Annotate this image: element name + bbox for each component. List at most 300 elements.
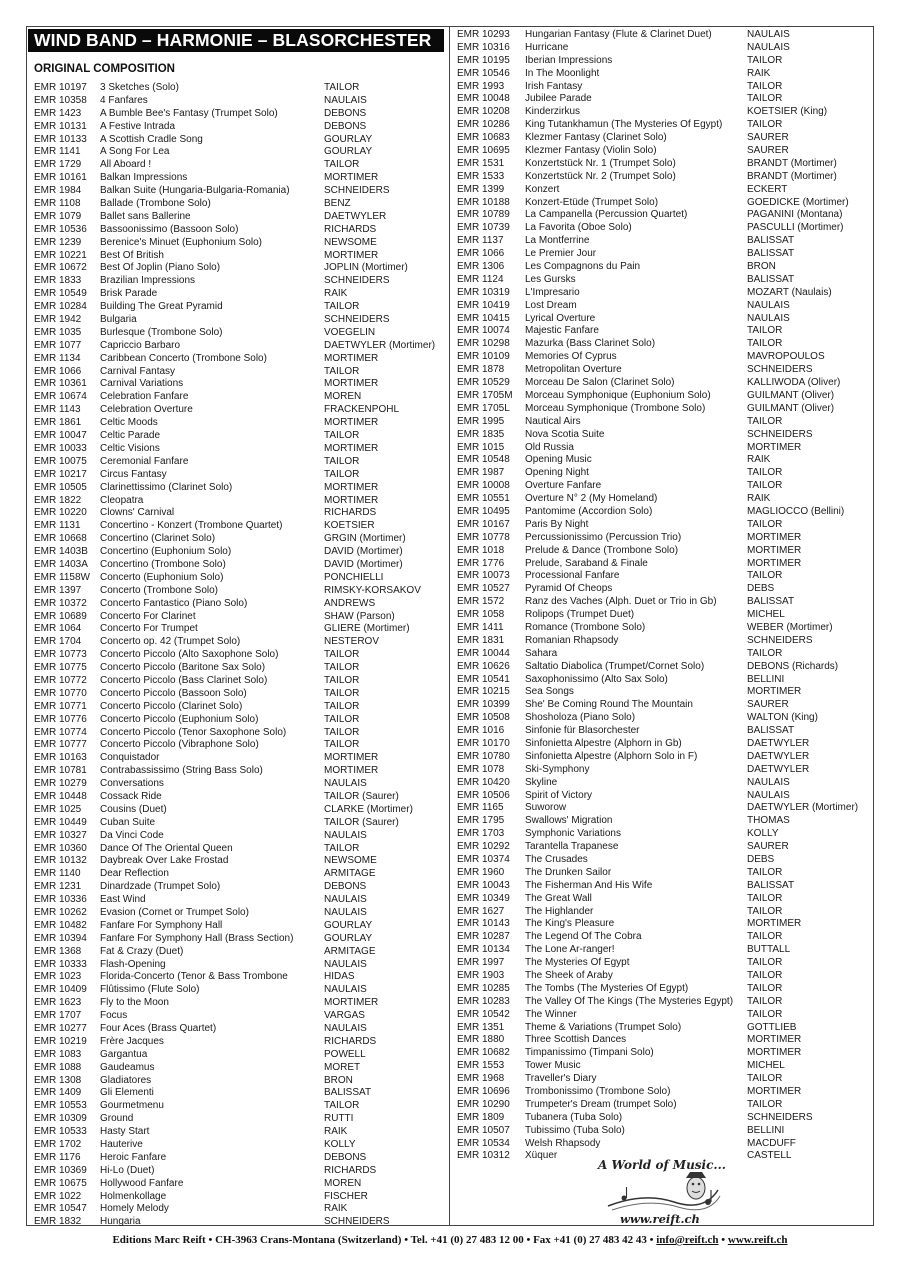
catalog-row bbox=[34, 1203, 444, 1216]
catalog-row bbox=[34, 623, 444, 636]
catalog-row bbox=[457, 777, 869, 790]
composer: TAILOR bbox=[747, 931, 783, 943]
catalog-row bbox=[457, 931, 869, 944]
catalog-code: EMR 1231 bbox=[34, 881, 82, 893]
catalog-row bbox=[34, 1100, 444, 1113]
catalog-code: EMR 1131 bbox=[34, 520, 81, 532]
composer: SHAW (Parson) bbox=[324, 610, 395, 622]
work-title: A Festive Intrada bbox=[100, 120, 176, 132]
catalog-row bbox=[34, 108, 444, 121]
catalog-row bbox=[457, 158, 869, 171]
composer: RIMSKY-KORSAKOV bbox=[324, 584, 421, 596]
composer: TAILOR bbox=[747, 325, 783, 337]
catalog-code: EMR 1140 bbox=[34, 868, 81, 880]
catalog-row bbox=[34, 82, 444, 95]
composer: MORTIMER bbox=[747, 531, 802, 543]
composer: TAILOR bbox=[324, 726, 360, 738]
work-title: Hungarian Fantasy (Flute & Clarinet Duet) bbox=[525, 29, 712, 40]
composer: RAIK bbox=[324, 1203, 348, 1215]
catalog-code: EMR 10777 bbox=[34, 739, 87, 751]
work-title: Gourmetmenu bbox=[100, 1100, 164, 1112]
catalog-code: EMR 1165 bbox=[457, 802, 504, 814]
composer: ARMITAGE bbox=[324, 868, 376, 880]
work-title: Concertino (Trombone Solo) bbox=[100, 558, 226, 570]
catalog-code: EMR 10262 bbox=[34, 907, 87, 918]
work-title: Tower Music bbox=[525, 1060, 581, 1072]
work-title: Gladiatores bbox=[100, 1074, 152, 1086]
composer: BALISSAT bbox=[747, 725, 795, 737]
catalog-row bbox=[457, 81, 869, 94]
work-title: Concerto (Euphonium Solo) bbox=[100, 571, 224, 583]
catalog-code: EMR 10143 bbox=[457, 918, 510, 930]
catalog-code: EMR 1409 bbox=[34, 1087, 82, 1099]
catalog-code: EMR 1035 bbox=[34, 326, 82, 338]
work-title: Dinardzade (Trumpet Solo) bbox=[100, 881, 221, 893]
catalog-row bbox=[457, 1099, 869, 1112]
composer: BELLINI bbox=[747, 673, 785, 685]
catalog-row bbox=[34, 1010, 444, 1023]
catalog-code: EMR 10219 bbox=[34, 1035, 87, 1047]
work-title: La Favorita (Oboe Solo) bbox=[525, 222, 632, 234]
catalog-row bbox=[34, 907, 444, 920]
catalog-row bbox=[457, 300, 869, 313]
work-title: Welsh Rhapsody bbox=[525, 1137, 601, 1149]
catalog-code: EMR 10420 bbox=[457, 776, 510, 788]
reift-logo bbox=[598, 1158, 728, 1228]
work-title: A Song For Lea bbox=[100, 146, 170, 158]
catalog-code: EMR 1572 bbox=[457, 596, 505, 608]
catalog-code: EMR 10527 bbox=[457, 583, 510, 595]
catalog-row bbox=[457, 454, 869, 467]
work-title: Concerto Piccolo (Bassoon Solo) bbox=[100, 687, 247, 699]
work-title: Les Compagnons du Pain bbox=[525, 261, 641, 273]
catalog-code: EMR 10780 bbox=[457, 750, 510, 762]
catalog-row bbox=[34, 714, 444, 727]
catalog-row bbox=[457, 325, 869, 338]
composer: MAVROPOULOS bbox=[747, 351, 825, 363]
composer: NAULAIS bbox=[747, 789, 790, 801]
composer: FISCHER bbox=[324, 1190, 368, 1202]
catalog-row bbox=[457, 802, 869, 815]
composer: MORET bbox=[324, 1061, 361, 1073]
work-title: Overture Fanfare bbox=[525, 480, 602, 492]
work-title: Concerto Piccolo (Alto Saxophone Solo) bbox=[100, 649, 279, 661]
work-title: Tubanera (Tuba Solo) bbox=[525, 1111, 623, 1123]
composer: RICHARDS bbox=[324, 1164, 377, 1176]
catalog-code: EMR 10327 bbox=[34, 829, 87, 841]
composer: FRACKENPOHL bbox=[324, 404, 400, 416]
work-title: Frère Jacques bbox=[100, 1035, 164, 1047]
work-title: Celebration Fanfare bbox=[100, 391, 189, 403]
catalog-row bbox=[34, 791, 444, 804]
catalog-code: EMR 10506 bbox=[457, 789, 510, 801]
composer: MORTIMER bbox=[747, 441, 802, 453]
catalog-code: EMR 10372 bbox=[34, 597, 87, 609]
work-title: Best Of British bbox=[100, 249, 164, 261]
composer: SCHNEIDERS bbox=[747, 428, 813, 440]
composer: DEBONS (Richards) bbox=[747, 660, 839, 672]
catalog-row bbox=[457, 1022, 869, 1035]
work-title: Morceau De Salon (Clarinet Solo) bbox=[525, 377, 675, 389]
catalog-row bbox=[34, 752, 444, 765]
catalog-row bbox=[457, 1060, 869, 1073]
work-title: Timpanissimo (Timpani Solo) bbox=[525, 1047, 654, 1059]
work-title: Hollywood Fanfare bbox=[100, 1177, 184, 1189]
composer: ANDREWS bbox=[324, 597, 376, 609]
composer: TAILOR bbox=[324, 739, 360, 751]
composer: PONCHIELLI bbox=[324, 571, 384, 583]
catalog-row bbox=[457, 416, 869, 429]
work-title: Hauterive bbox=[100, 1139, 143, 1151]
catalog-code: EMR 10534 bbox=[457, 1137, 510, 1149]
catalog-row bbox=[457, 570, 869, 583]
catalog-code: EMR 10285 bbox=[457, 982, 510, 994]
work-title: Conversations bbox=[100, 778, 164, 790]
work-title: Opening Music bbox=[525, 454, 592, 466]
catalog-code: EMR 10316 bbox=[457, 41, 510, 53]
work-title: Building The Great Pyramid bbox=[100, 301, 223, 313]
catalog-code: EMR 10399 bbox=[457, 699, 510, 711]
composer: DAETWYLER bbox=[747, 737, 810, 749]
catalog-code: EMR 1861 bbox=[34, 417, 82, 429]
catalog-code: EMR 10215 bbox=[457, 686, 510, 698]
catalog-row bbox=[34, 95, 444, 108]
work-title: La Montferrine bbox=[525, 235, 590, 247]
catalog-code: EMR 10360 bbox=[34, 842, 87, 854]
catalog-code: EMR 10161 bbox=[34, 172, 87, 184]
work-title: Holmenkollage bbox=[100, 1190, 167, 1202]
catalog-row bbox=[34, 778, 444, 791]
catalog-code: EMR 10208 bbox=[457, 106, 510, 118]
composer: TAILOR bbox=[747, 80, 783, 92]
catalog-row bbox=[457, 1073, 869, 1086]
footer-email-link[interactable]: info@reift.ch bbox=[656, 1234, 719, 1246]
work-title: Dance Of The Oriental Queen bbox=[100, 842, 233, 854]
work-title: Concerto (Trombone Solo) bbox=[100, 584, 219, 596]
catalog-row bbox=[34, 211, 444, 224]
composer: NAULAIS bbox=[324, 907, 367, 918]
catalog-row bbox=[457, 1047, 869, 1060]
catalog-code: EMR 10220 bbox=[34, 507, 87, 519]
composer: MORTIMER bbox=[324, 172, 379, 184]
work-title: Concerto Piccolo (Clarinet Solo) bbox=[100, 700, 243, 712]
catalog-row bbox=[34, 301, 444, 314]
catalog-row bbox=[457, 1034, 869, 1047]
composer: BALISSAT bbox=[324, 1087, 372, 1099]
composer: MORTIMER bbox=[324, 494, 379, 506]
work-title: Les Gursks bbox=[525, 273, 576, 285]
catalog-code: EMR 10542 bbox=[457, 1008, 510, 1020]
catalog-row bbox=[34, 1216, 444, 1229]
work-title: Celebration Overture bbox=[100, 404, 193, 416]
catalog-code: EMR 10683 bbox=[457, 132, 510, 144]
catalog-row bbox=[34, 933, 444, 946]
catalog-code: EMR 10286 bbox=[457, 119, 510, 131]
catalog-code: EMR 10394 bbox=[34, 932, 87, 944]
work-title: Saltatio Diabolica (Trumpet/Cornet Solo) bbox=[525, 660, 705, 672]
work-title: The Great Wall bbox=[525, 892, 592, 904]
composer: TAILOR bbox=[324, 649, 360, 661]
composer: TAILOR bbox=[747, 866, 783, 878]
footer-address: Editions Marc Reift • CH-3963 Crans-Montana (Switzerland) • Tel. +41 (0) 27 483 12 00 • Fax +41 (0) 27 483 42 43 • bbox=[112, 1234, 654, 1246]
catalog-code: EMR 1835 bbox=[457, 428, 505, 440]
work-title: Concertino (Clarinet Solo) bbox=[100, 533, 216, 545]
composer: TAILOR bbox=[747, 982, 783, 994]
composer: NAULAIS bbox=[324, 1023, 367, 1035]
catalog-row bbox=[34, 1036, 444, 1049]
work-title: East Wind bbox=[100, 894, 146, 906]
catalog-row bbox=[34, 185, 444, 198]
catalog-row bbox=[34, 894, 444, 907]
composer: MORTIMER bbox=[324, 752, 379, 764]
catalog-code: EMR 10682 bbox=[457, 1047, 510, 1059]
logo-url: www.reift.ch bbox=[620, 1212, 700, 1226]
composer: NAULAIS bbox=[324, 984, 367, 996]
catalog-row bbox=[34, 817, 444, 830]
catalog-row bbox=[457, 674, 869, 687]
catalog-row bbox=[34, 804, 444, 817]
catalog-row bbox=[457, 338, 869, 351]
work-title: Dear Reflection bbox=[100, 868, 169, 880]
work-title: Gaudeamus bbox=[100, 1061, 155, 1073]
catalog-row bbox=[34, 533, 444, 546]
composer: TAILOR (Saurer) bbox=[324, 816, 399, 828]
catalog-row bbox=[34, 172, 444, 185]
work-title: Carnival Fantasy bbox=[100, 365, 176, 377]
catalog-row bbox=[34, 946, 444, 959]
work-title: Lyrical Overture bbox=[525, 312, 596, 324]
catalog-code: EMR 10109 bbox=[457, 351, 510, 363]
composer: TAILOR bbox=[324, 1100, 360, 1112]
catalog-row bbox=[34, 830, 444, 843]
catalog-code: EMR 1942 bbox=[34, 314, 82, 326]
work-title: Romanian Rhapsody bbox=[525, 634, 619, 646]
composer: TAILOR bbox=[747, 995, 783, 1007]
composer: DEBS bbox=[747, 854, 775, 865]
work-title: Jubilee Parade bbox=[525, 93, 592, 105]
catalog-row bbox=[34, 456, 444, 469]
catalog-row bbox=[34, 598, 444, 611]
catalog-row bbox=[457, 944, 869, 957]
composer: WALTON (King) bbox=[747, 712, 818, 724]
catalog-row bbox=[457, 828, 869, 841]
work-title: The Mysteries Of Egypt bbox=[525, 957, 630, 969]
catalog-code: EMR 10277 bbox=[34, 1023, 87, 1035]
catalog-row bbox=[457, 68, 869, 81]
work-title: Celtic Moods bbox=[100, 417, 158, 429]
catalog-row bbox=[457, 635, 869, 648]
catalog-code: EMR 1108 bbox=[34, 198, 81, 210]
catalog-code: EMR 10449 bbox=[34, 816, 87, 828]
footer-website-link[interactable]: www.reift.ch bbox=[727, 1234, 788, 1246]
work-title: Majestic Fanfare bbox=[525, 325, 599, 337]
catalog-code: EMR 1022 bbox=[34, 1190, 82, 1202]
composer: GUILMANT (Oliver) bbox=[747, 389, 835, 401]
catalog-row bbox=[34, 868, 444, 881]
work-title: Fly to the Moon bbox=[100, 997, 169, 1009]
catalog-code: EMR 10529 bbox=[457, 377, 510, 389]
work-title: In The Moonlight bbox=[525, 67, 600, 79]
catalog-code: EMR 1368 bbox=[34, 945, 82, 957]
catalog-row bbox=[34, 366, 444, 379]
catalog-row bbox=[457, 248, 869, 261]
catalog-code: EMR 1058 bbox=[457, 609, 505, 621]
catalog-code: EMR 1079 bbox=[34, 210, 82, 222]
catalog-code: EMR 10482 bbox=[34, 919, 87, 931]
catalog-row bbox=[457, 622, 869, 635]
catalog-row bbox=[34, 1062, 444, 1075]
catalog-row bbox=[34, 275, 444, 288]
catalog-code: EMR 10374 bbox=[457, 854, 510, 865]
composer: BUTTALL bbox=[747, 944, 791, 956]
composer: MORTIMER bbox=[324, 352, 379, 364]
catalog-code: EMR 10739 bbox=[457, 222, 510, 234]
work-title: Clarinettissimo (Clarinet Solo) bbox=[100, 481, 233, 493]
work-title: Conquistador bbox=[100, 752, 160, 764]
composer: NAULAIS bbox=[747, 299, 790, 311]
composer: TAILOR bbox=[324, 842, 360, 854]
catalog-row bbox=[457, 209, 869, 222]
catalog-code: EMR 10349 bbox=[457, 892, 510, 904]
catalog-code: EMR 10132 bbox=[34, 855, 87, 867]
catalog-row bbox=[457, 222, 869, 235]
work-title: The Fisherman And His Wife bbox=[525, 879, 653, 891]
work-title: Carnival Variations bbox=[100, 378, 184, 390]
work-title: Evasion (Cornet or Trumpet Solo) bbox=[100, 907, 249, 918]
catalog-row bbox=[457, 738, 869, 751]
catalog-code: EMR 10415 bbox=[457, 312, 510, 324]
composer: RICHARDS bbox=[324, 223, 377, 235]
catalog-code: EMR 10361 bbox=[34, 378, 87, 390]
catalog-code: EMR 10695 bbox=[457, 145, 510, 157]
catalog-row bbox=[34, 159, 444, 172]
work-title: Cossack Ride bbox=[100, 790, 162, 802]
catalog-code: EMR 10195 bbox=[457, 54, 510, 66]
catalog-code: EMR 1158W bbox=[34, 571, 90, 583]
composer: BALISSAT bbox=[747, 596, 795, 608]
work-title: Concerto For Clarinet bbox=[100, 610, 196, 622]
work-title: Sea Songs bbox=[525, 686, 574, 698]
work-title: Hungaria bbox=[100, 1216, 141, 1228]
catalog-code: EMR 1880 bbox=[457, 1034, 505, 1046]
composer: TAILOR bbox=[747, 1073, 783, 1085]
composer: GOTTLIEB bbox=[747, 1021, 797, 1033]
column-divider bbox=[449, 27, 450, 1226]
catalog-code: EMR 1083 bbox=[34, 1048, 82, 1060]
composer: BRON bbox=[747, 261, 776, 273]
logo-tagline: A World of Music... bbox=[598, 1158, 726, 1172]
catalog-code: EMR 1239 bbox=[34, 236, 82, 248]
catalog-code: EMR 10279 bbox=[34, 778, 87, 790]
work-title: Xüquer bbox=[525, 1150, 558, 1162]
work-title: Konzert bbox=[525, 183, 560, 195]
work-title: Ground bbox=[100, 1113, 134, 1125]
work-title: Skyline bbox=[525, 776, 558, 788]
catalog-row bbox=[34, 636, 444, 649]
catalog-row bbox=[457, 764, 869, 777]
catalog-row bbox=[457, 983, 869, 996]
catalog-code: EMR 1064 bbox=[34, 623, 82, 635]
work-title: Homely Melody bbox=[100, 1203, 169, 1215]
catalog-code: EMR 10546 bbox=[457, 67, 510, 79]
catalog-row bbox=[457, 1138, 869, 1151]
catalog-code: EMR 10073 bbox=[457, 570, 510, 582]
catalog-code: EMR 1018 bbox=[457, 544, 505, 556]
catalog-row bbox=[457, 364, 869, 377]
page-title: WIND BAND – HARMONIE – BLASORCHESTER bbox=[28, 29, 444, 52]
footer-separator: • bbox=[721, 1234, 726, 1246]
work-title: The Tombs (The Mysteries Of Egypt) bbox=[525, 982, 689, 994]
catalog-row bbox=[34, 121, 444, 134]
composer: TAILOR bbox=[324, 365, 360, 377]
work-title: Swallows' Migration bbox=[525, 815, 613, 827]
composer: MAGLIOCCO (Bellini) bbox=[747, 505, 845, 517]
composer: KALLIWODA (Oliver) bbox=[747, 377, 841, 389]
catalog-row bbox=[34, 469, 444, 482]
catalog-row bbox=[34, 1049, 444, 1062]
catalog-code: EMR 1707 bbox=[34, 1010, 82, 1022]
composer: BALISSAT bbox=[747, 235, 795, 247]
catalog-list-left bbox=[34, 82, 444, 1229]
work-title: Gli Elementi bbox=[100, 1087, 154, 1099]
work-title: Shosholoza (Piano Solo) bbox=[525, 712, 636, 724]
composer: NEWSOME bbox=[324, 236, 377, 248]
composer: DAVID (Mortimer) bbox=[324, 546, 403, 558]
catalog-code: EMR 10541 bbox=[457, 673, 510, 685]
catalog-row bbox=[457, 197, 869, 210]
composer: DEBONS bbox=[324, 120, 367, 132]
catalog-code: EMR 10048 bbox=[457, 93, 510, 105]
composer: DAETWYLER bbox=[324, 210, 387, 222]
catalog-code: EMR 1399 bbox=[457, 183, 505, 195]
composer: TAILOR bbox=[747, 415, 783, 427]
catalog-row bbox=[457, 583, 869, 596]
catalog-row bbox=[457, 467, 869, 480]
composer: SAURER bbox=[747, 145, 789, 157]
catalog-row bbox=[34, 920, 444, 933]
catalog-code: EMR 10781 bbox=[34, 765, 87, 777]
catalog-row bbox=[34, 134, 444, 147]
work-title: 3 Sketches (Solo) bbox=[100, 82, 179, 93]
composer: THOMAS bbox=[747, 815, 790, 827]
catalog-code: EMR 10551 bbox=[457, 493, 510, 505]
composer: TAILOR bbox=[747, 338, 783, 350]
composer: PASCULLI (Mortimer) bbox=[747, 222, 844, 234]
composer: TAILOR bbox=[324, 713, 360, 725]
composer: MOREN bbox=[324, 1177, 362, 1189]
catalog-row bbox=[34, 443, 444, 456]
work-title: Ceremonial Fanfare bbox=[100, 455, 189, 467]
catalog-code: EMR 1704 bbox=[34, 636, 82, 648]
catalog-code: EMR 10043 bbox=[457, 879, 510, 891]
catalog-code: EMR 1308 bbox=[34, 1074, 82, 1086]
composer: KOETSIER (King) bbox=[747, 106, 828, 118]
composer: DAETWYLER (Mortimer) bbox=[324, 339, 436, 351]
catalog-row bbox=[34, 314, 444, 327]
catalog-code: EMR 10689 bbox=[34, 610, 87, 622]
work-title: Prelude, Saraband & Finale bbox=[525, 557, 648, 569]
composer: TAILOR bbox=[324, 82, 360, 93]
catalog-code: EMR 1423 bbox=[34, 107, 82, 119]
catalog-row bbox=[34, 881, 444, 894]
catalog-row bbox=[457, 609, 869, 622]
catalog-code: EMR 10284 bbox=[34, 301, 87, 313]
composer: TAILOR bbox=[747, 647, 783, 659]
composer: HIDAS bbox=[324, 971, 355, 983]
composer: BALISSAT bbox=[747, 879, 795, 891]
work-title: Spirit of Victory bbox=[525, 789, 593, 801]
composer: MORTIMER bbox=[324, 249, 379, 261]
